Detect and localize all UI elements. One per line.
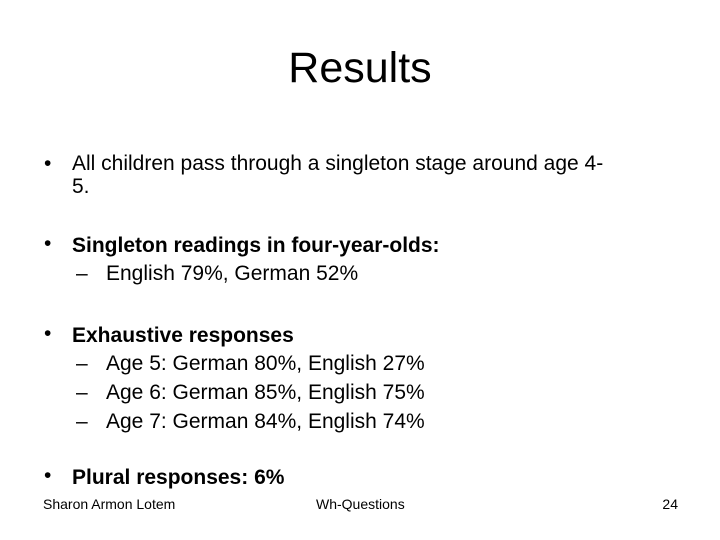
bullet-text: Singleton readings in four-year-olds: [72,234,440,257]
bullet-dot: • [44,464,52,487]
dash-marker: – [76,381,88,404]
sub-item-text: Age 5: German 80%, English 27% [106,352,425,375]
sub-item [76,259,684,288]
bullet-text: All children pass through a singleton stage around age 4- [72,152,604,175]
sub-list [76,259,684,288]
bullet-item [44,464,684,491]
bullet-dot: • [44,322,52,345]
footer-author: Sharon Armon Lotem [43,496,176,512]
sub-item [76,378,684,407]
bullet-dot: • [44,152,52,175]
footer-topic: Wh-Questions [316,496,405,512]
bullet-list [44,152,684,491]
sub-item [76,407,684,436]
bullet-item [44,232,684,259]
bullet-item [44,152,684,198]
dash-marker: – [76,352,88,375]
sub-item-text: Age 6: German 85%, English 75% [106,381,425,404]
sub-list [76,349,684,436]
page-number: 24 [662,496,678,512]
dash-marker: – [76,262,88,285]
bullet-text-continuation: 5. [72,175,90,198]
bullet-item [44,322,684,349]
bullet-text: Exhaustive responses [72,324,294,347]
dash-marker: – [76,410,88,433]
sub-item-text: English 79%, German 52% [106,262,359,285]
sub-item-text: Age 7: German 84%, English 74% [106,410,425,433]
bullet-dot: • [44,232,52,255]
sub-item [76,349,684,378]
slide-title: Results [288,44,432,92]
bullet-text: Plural responses: 6% [72,466,285,489]
